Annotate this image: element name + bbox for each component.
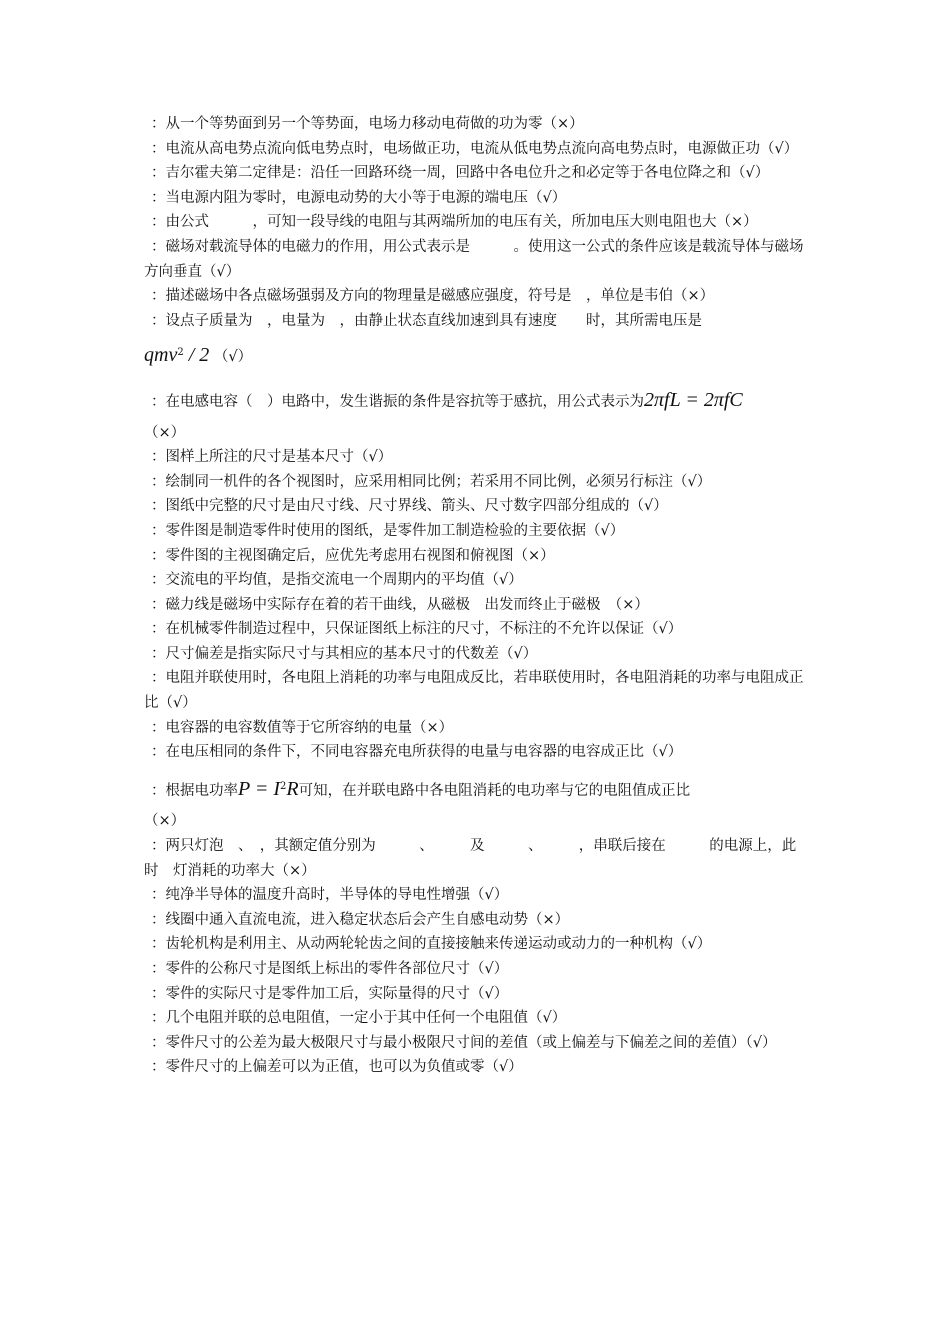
statement-9-mark: （×）: [144, 424, 186, 441]
statement-8: ：设点子质量为 ，电量为 ，由静止状态直线加速到具有速度 时，其所需电压是: [151, 312, 702, 329]
statement-27: ：零件的公称尺寸是图纸上标出的零件各部位尺寸（√）: [151, 961, 509, 977]
statement-13: ：零件图是制造零件时使用的图纸，是零件加工制造检验的主要依据（√）: [151, 522, 625, 539]
statement-30: ：零件尺寸的公差为最大极限尺寸与最小极限尺寸间的差值（或上偏差与下偏差之间的差值）（√）: [151, 1034, 777, 1051]
statement-9: ：在电感电容（ ）电路中，发生谐振的条件是容抗等于感抗，用公式表示为2πfL = 2πfC: [151, 388, 743, 411]
statement-1: ：从一个等势面到另一个等势面，电场力移动电荷做的功为零（×）: [151, 116, 584, 132]
statement-26: ：齿轮机构是利用主、从动两轮轮齿之间的直接接触来传递运动或动力的一种机构（√）: [151, 936, 712, 953]
formula-qmv: qmv: [144, 344, 178, 367]
statement-15: ：交流电的平均值，是指交流电一个周期内的平均值（√）: [151, 572, 523, 589]
statement-7: ：描述磁场中各点磁场强弱及方向的物理量是磁感应强度，符号是 ，单位是韦伯（×）: [151, 288, 715, 305]
statement-28: ：零件的实际尺寸是零件加工后，实际量得的尺寸（√）: [151, 985, 509, 1002]
statement-22-mark: （×）: [144, 813, 186, 830]
statement-3: ：吉尔霍夫第二定律是：沿任一回路环绕一周，回路中各电位升之和必定等于各电位降之和（√）: [151, 165, 770, 182]
statement-5: ：由公式 ，可知一段导线的电阻与其两端所加的电压有关，所加电压大则电阻也大（×）: [151, 214, 758, 231]
statement-24: ：纯净半导体的温度升高时，半导体的导电性增强（√）: [151, 887, 509, 904]
statement-10: ：图样上所注的尺寸是基本尺寸（√）: [151, 449, 393, 466]
statement-14: ：零件图的主视图确定后，应优先考虑用右视图和俯视图（×）: [151, 547, 555, 564]
statement-25: ：线圈中通入直流电流，进入稳定状态后会产生自感电动势（×）: [151, 911, 570, 928]
statement-20: ：电容器的电容数值等于它所容纳的电量（×）: [151, 719, 454, 736]
statement-18: ：尺寸偏差是指实际尺寸与其相应的基本尺寸的代数差（√）: [151, 645, 538, 662]
statement-17: ：在机械零件制造过程中，只保证图纸上标注的尺寸，不标注的不允许以保证（√）: [151, 621, 683, 638]
statement-22: ：根据电功率$P = I^2R$可知，在并联电路中各电阻消耗的电功率与它的电阻值成正比: [151, 777, 691, 800]
formula-power: P = I: [238, 777, 281, 800]
statement-8-formula: qmv$^2$ / 2 （√）: [144, 344, 253, 367]
statement-11: ：绘制同一机件的各个视图时，应采用相同比例；若采用不同比例，必须另行标注（√）: [151, 473, 712, 490]
statement-16: ：磁力线是磁场中实际存在着的若干曲线，从磁极 出发而终止于磁极 （×）: [151, 596, 649, 613]
statement-4: ：当电源内阻为零时，电源电动势的大小等于电源的端电压（√）: [151, 189, 567, 206]
statement-29: ：几个电阻并联的总电阻值，一定小于其中任何一个电阻值（√）: [151, 1010, 567, 1027]
statement-31: ：零件尺寸的上偏差可以为正值，也可以为负值或零（√）: [151, 1059, 523, 1076]
statement-6: ：磁场对载流导体的电磁力的作用，用公式表示是 。使用这一公式的条件应该是载流导体与磁场方向垂直（√）: [144, 238, 804, 280]
statement-12: ：图纸中完整的尺寸是由尺寸线、尺寸界线、箭头、尺寸数字四部分组成的（√）: [151, 498, 668, 515]
document-page: [144, 112, 808, 1080]
statement-19: ：电阻并联使用时，各电阻上消耗的功率与电阻成反比，若串联使用时，各电阻消耗的功率与电阻成正比（√）: [144, 670, 804, 712]
statement-21: ：在电压相同的条件下，不同电容器充电所获得的电量与电容器的电容成正比（√）: [151, 744, 683, 761]
statement-2: ：电流从高电势点流向低电势点时，电场做正功，电流从低电势点流向高电势点时，电源做正功（√）: [151, 140, 799, 157]
statement-23: ：两只灯泡 、 ，其额定值分别为 、 及 、 ，串联后接在 的电源上，此时 灯消耗的功率大（×）: [144, 838, 797, 879]
formula-resonance: 2πfL = 2πfC: [644, 388, 743, 411]
